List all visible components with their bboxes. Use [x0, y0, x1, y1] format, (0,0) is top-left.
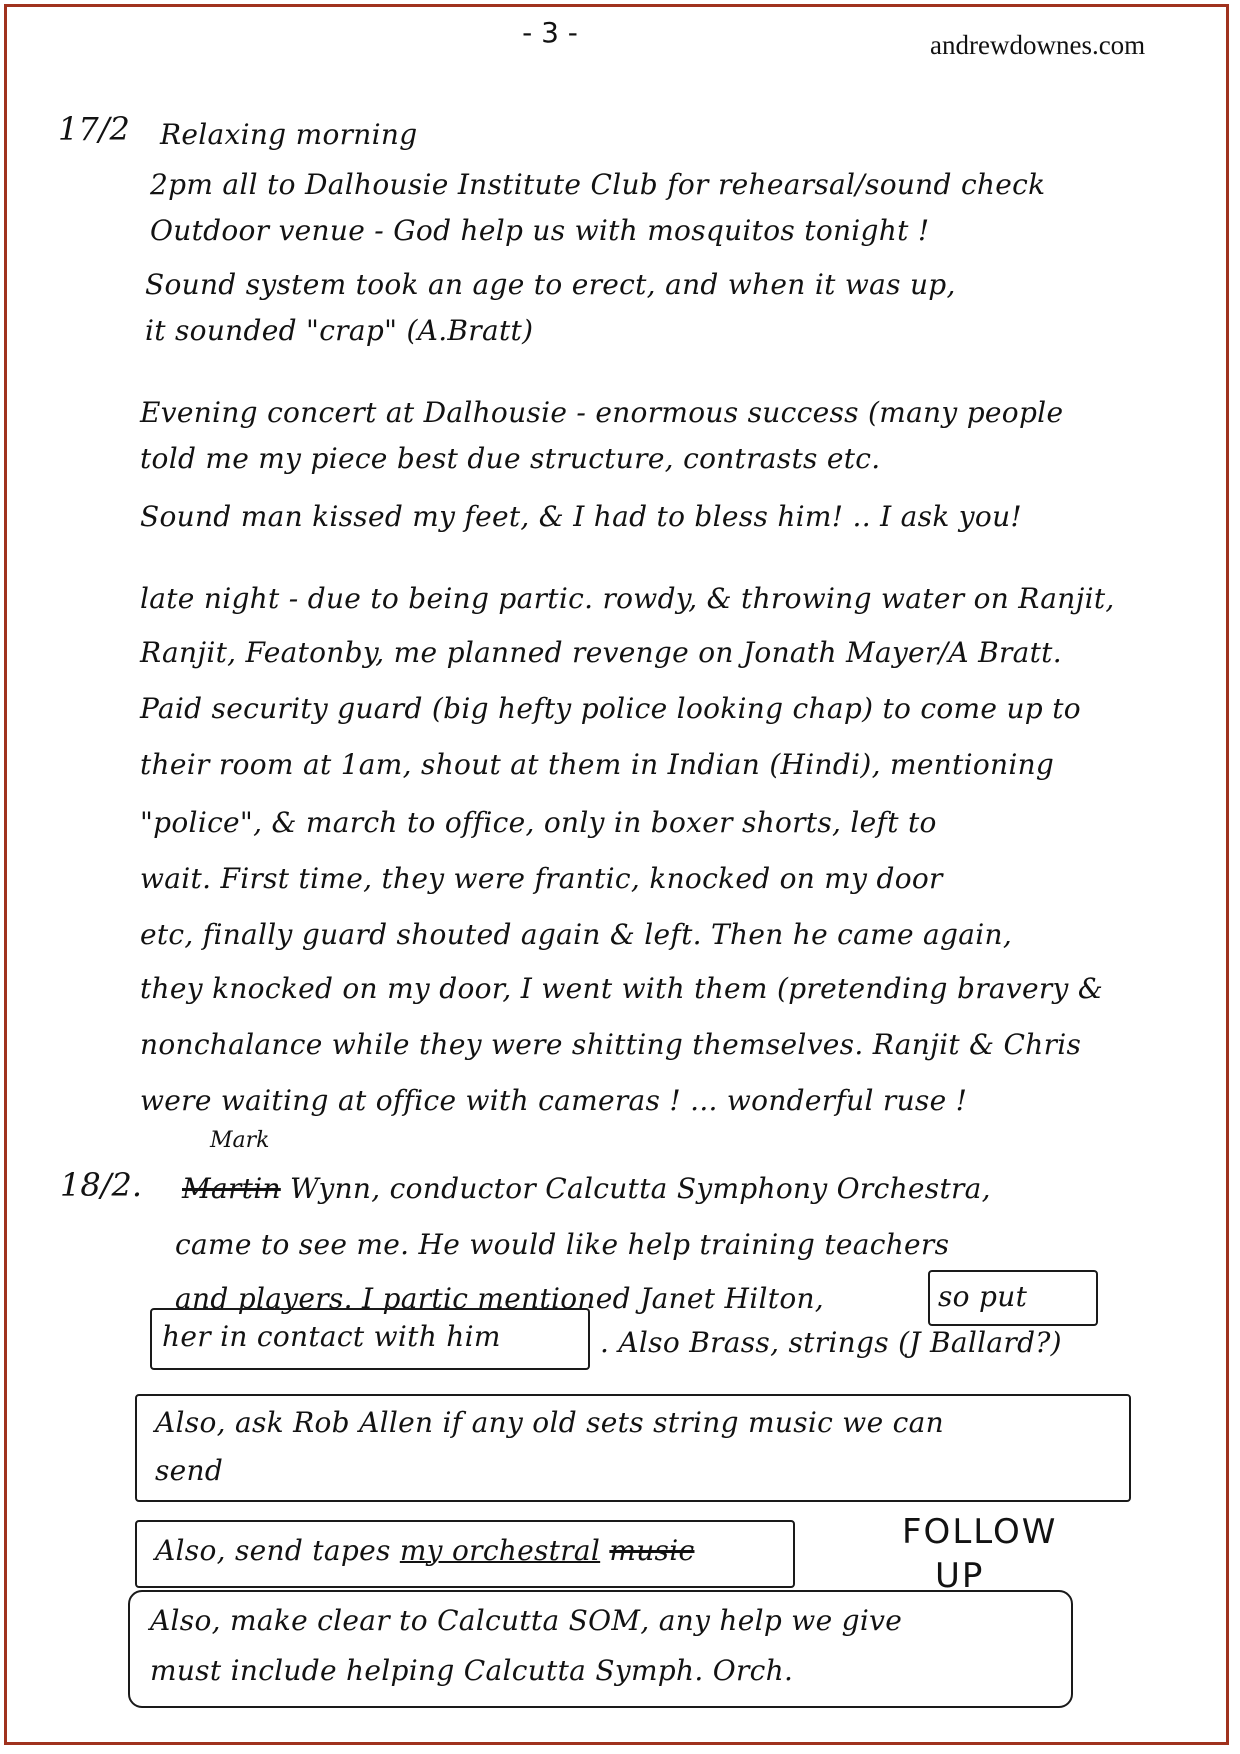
page-number: - 3 - — [522, 16, 578, 49]
diary-line-first — [182, 1172, 991, 1205]
boxed-note-line: send — [155, 1454, 224, 1487]
diary-line: Outdoor venue - God help us with mosquitos tonight ! — [150, 214, 930, 247]
diary-line: Sound system took an age to erect, and when it was up, — [145, 268, 956, 301]
diary-line: 2pm all to Dalhousie Institute Club for rehearsal/sound check — [150, 168, 1046, 201]
entry-date-18: 18/2. — [60, 1166, 143, 1204]
diary-line: Evening concert at Dalhousie - enormous success (many people — [140, 396, 1064, 429]
diary-line: they knocked on my door, I went with them (pretending bravery & — [140, 972, 1104, 1005]
side-note: so put — [938, 1280, 1028, 1313]
tapes-prefix: Also, send tapes — [155, 1534, 400, 1567]
diary-line: Relaxing morning — [160, 118, 418, 151]
diary-line: told me my piece best due structure, contrasts etc. — [140, 442, 881, 475]
diary-line-rest: Wynn, conductor Calcutta Symphony Orchestra, — [290, 1172, 991, 1205]
diary-line: nonchalance while they were shitting themselves. Ranjit & Chris — [140, 1028, 1082, 1061]
diary-line: etc, finally guard shouted again & left. Then he came again, — [140, 918, 1013, 951]
follow-up-label: UP — [935, 1556, 985, 1596]
tapes-underlined: my orchestral — [399, 1534, 601, 1567]
diary-line: came to see me. He would like help training teachers — [175, 1228, 950, 1261]
entry-date-17: 17/2 — [58, 110, 130, 148]
boxed-note-line — [155, 1534, 694, 1567]
diary-line: Paid security guard (big hefty police looking chap) to come up to — [140, 692, 1081, 725]
website-label: andrewdownes.com — [930, 30, 1146, 60]
boxed-note-line: Also, make clear to Calcutta SOM, any help we give — [150, 1604, 903, 1637]
diary-line: "police", & march to office, only in boxer shorts, left to — [140, 806, 937, 839]
diary-line: Ranjit, Featonby, me planned revenge on Jonath Mayer/A Bratt. — [140, 636, 1062, 669]
struck-word: Martin — [182, 1172, 281, 1205]
follow-up-label: FOLLOW — [902, 1512, 1058, 1552]
diary-line: their room at 1am, shout at them in Indian (Hindi), mentioning — [140, 748, 1055, 781]
tapes-struck: music — [609, 1534, 695, 1567]
diary-line: and players. I partic mentioned Janet Hilton, — [175, 1282, 825, 1315]
diary-line: were waiting at office with cameras ! ... wonderful ruse ! — [140, 1084, 968, 1117]
diary-line: late night - due to being partic. rowdy, & throwing water on Ranjit, — [140, 582, 1115, 615]
boxed-note-line: Also, ask Rob Allen if any old sets string music we can — [155, 1406, 944, 1439]
diary-line: . Also Brass, strings (J Ballard?) — [600, 1326, 1062, 1359]
contact-note: her in contact with him — [162, 1320, 501, 1353]
diary-line: it sounded "crap" (A.Bratt) — [145, 314, 534, 347]
boxed-note-line: must include helping Calcutta Symph. Orch. — [150, 1654, 794, 1687]
diary-line: Sound man kissed my feet, & I had to bless him! .. I ask you! — [140, 500, 1022, 533]
diary-line: wait. First time, they were frantic, knocked on my door — [140, 862, 943, 895]
inserted-word: Mark — [210, 1128, 270, 1153]
